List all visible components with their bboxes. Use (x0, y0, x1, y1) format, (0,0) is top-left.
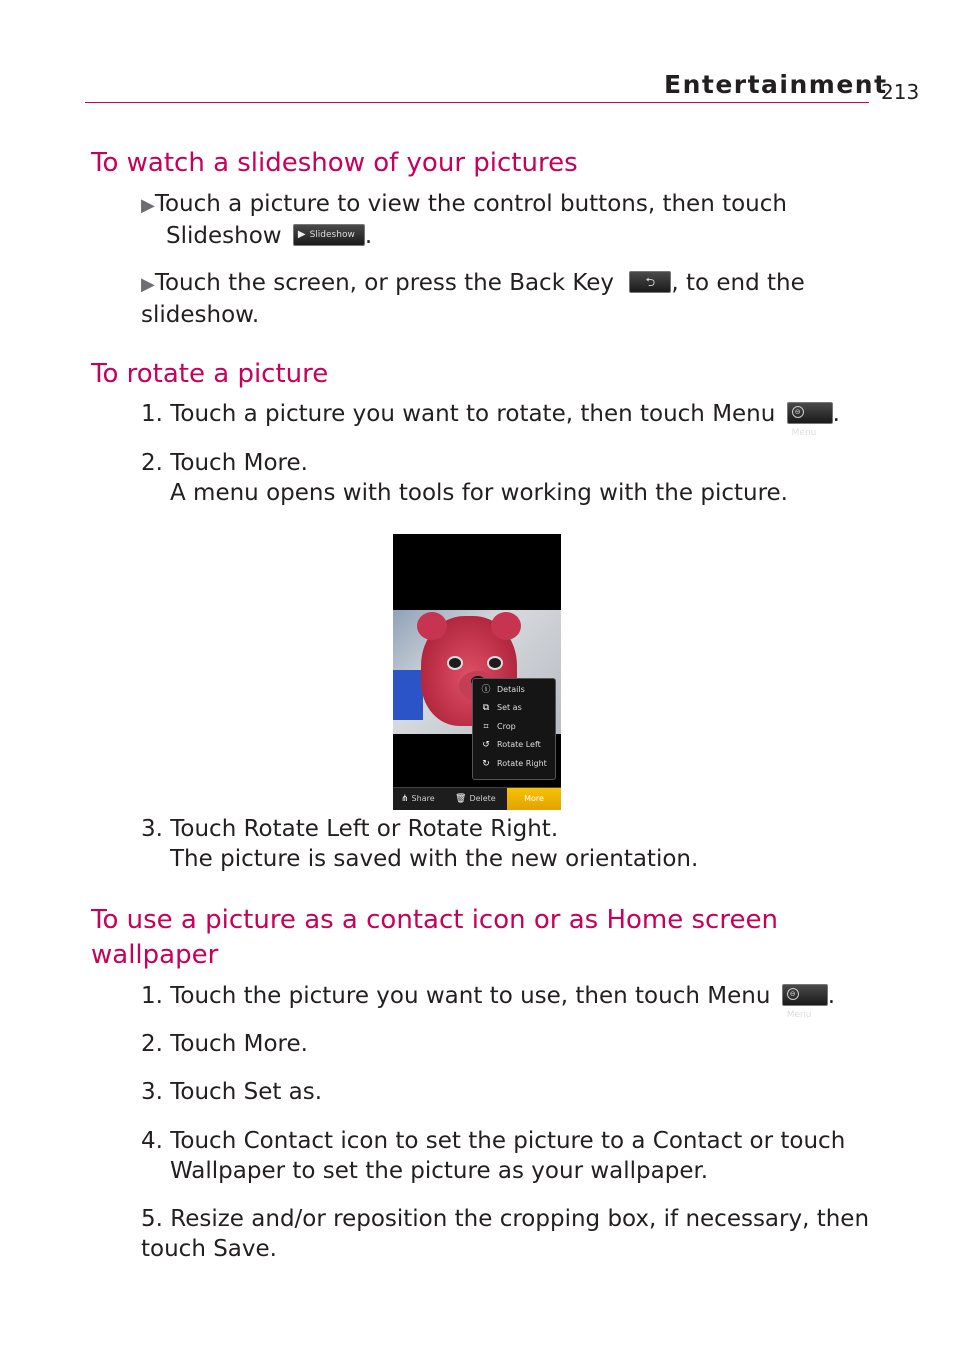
back-key-icon: ⮌ (629, 271, 671, 293)
page-number: 213 (881, 80, 920, 104)
section-heading-rotate: To rotate a picture (91, 359, 329, 389)
slideshow-step-1: ▶Touch a picture to view the control buttons, then touch Slideshow ▶ Slideshow . (141, 191, 787, 249)
bottom-more: More (507, 788, 561, 810)
wallpaper-step-3: 3. Touch Set as. (141, 1079, 323, 1105)
rotate-step-1: 1. Touch a picture you want to rotate, then touch Menu ⊖Menu. (141, 401, 840, 438)
section-heading-contact-wallpaper: To use a picture as a contact icon or as Home screen wallpaper (91, 905, 778, 970)
menu-item-set-as: ⧉ Set as (482, 703, 522, 713)
bottom-delete: 🗑 Delete (455, 794, 496, 804)
trash-icon: 🗑 (455, 794, 467, 804)
wallpaper-step-1: 1. Touch the picture you want to use, then touch Menu ⊖Menu. (141, 983, 836, 1020)
rotate-step-3: 3. Touch Rotate Left or Rotate Right. The picture is saved with the new orientation. (141, 816, 699, 872)
menu-item-crop: ⌗ Crop (481, 719, 516, 735)
slideshow-step-2: ▶Touch the screen, or press the Back Key ⮌ , to end the slideshow. (141, 270, 805, 328)
rotate-step-2: 2. Touch More. A menu opens with tools for working with the picture. (141, 450, 788, 506)
header-title: Entertainment (664, 70, 888, 99)
gallery-bottom-bar (393, 787, 561, 810)
info-icon: ⓘ (481, 685, 491, 695)
menu-item-rotate-left: ↺ Rotate Left (482, 740, 541, 750)
wallpaper-step-2: 2. Touch More. (141, 1031, 308, 1057)
wallpaper-step-5: 5. Resize and/or reposition the cropping box, if necessary, then touch Save. (141, 1206, 870, 1262)
share-icon: ⋔ (401, 794, 409, 804)
set-as-icon: ⧉ (482, 703, 490, 713)
menu-key-icon-2: ⊖Menu (782, 984, 828, 1006)
menu-key-icon: ⊖Menu (787, 402, 833, 424)
bottom-share: ⋔ Share (401, 794, 435, 804)
crop-icon: ⌗ (483, 722, 489, 732)
rotate-left-icon: ↺ (482, 740, 490, 750)
slideshow-button-icon: ▶ Slideshow (293, 224, 365, 246)
gallery-screenshot (393, 534, 561, 810)
menu-item-rotate-right: ↻ Rotate Right (482, 759, 547, 769)
more-options-menu (472, 678, 556, 780)
rotate-right-icon: ↻ (482, 759, 490, 769)
wallpaper-step-4: 4. Touch Contact icon to set the picture to a Contact or touch Wallpaper to set the picture as your wallpaper. (141, 1128, 846, 1184)
header-rule (85, 102, 869, 103)
menu-item-details: ⓘ Details (481, 685, 525, 695)
section-heading-slideshow: To watch a slideshow of your pictures (91, 148, 578, 178)
